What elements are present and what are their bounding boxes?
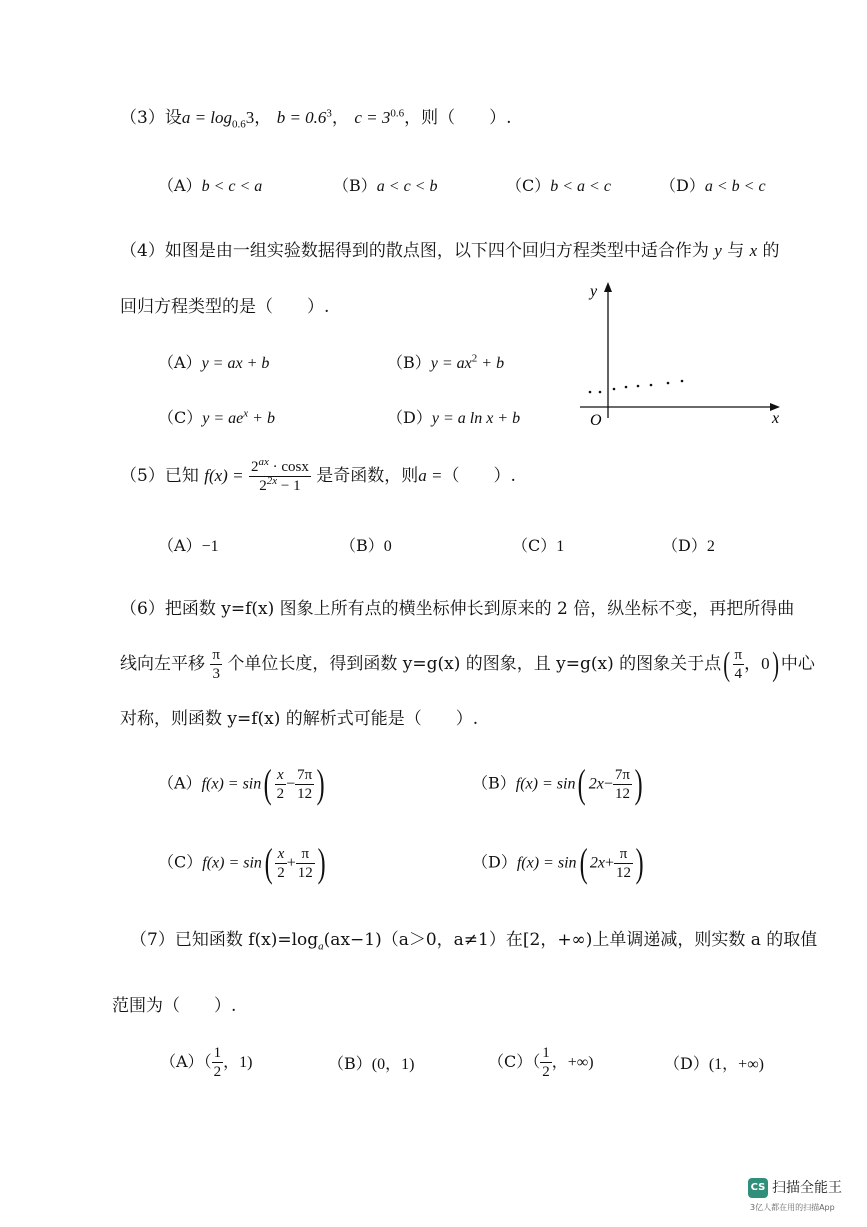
q4-option-b[interactable]: $(B)y = ax^2 + b$ [387, 352, 505, 372]
q5-option-c[interactable]: （C）1 [512, 536, 565, 555]
q5-fraction: $\frac{2^{ax} \cdot \cos x}{2^{2x} - 1}$ [250, 456, 309, 494]
scanner-watermark [748, 1176, 856, 1220]
q7-stem-line1: （7）已知函数 $f(x)=\log_a(ax-1)(a>0$，a≠1）在[2，+∞)上单调递减，则实数 a 的取值 [130, 930, 818, 953]
y-axis-label: y [590, 283, 598, 300]
q4-option-d[interactable]: （D）y = a ln x + b [387, 408, 521, 427]
scatter-point [637, 385, 640, 388]
q5-option-d[interactable]: （D）2 [662, 536, 715, 555]
q7-option-b[interactable]: （B）(0，1) [328, 1054, 415, 1073]
q7-option-d[interactable]: （D）(1，+∞) [664, 1054, 764, 1073]
camscanner-logo-icon: CS [748, 1178, 768, 1198]
q4-stem-line1: （4）如图是由一组实验数据得到的散点图，以下四个回归方程类型中适合作为 y 与 x 的 [120, 241, 780, 261]
watermark-name: 扫描全能王 [772, 1180, 842, 1196]
q7-option-a[interactable]: （A）（ $\frac{1}{2}$ ，1) [160, 1045, 253, 1080]
q6-stem-line1: （6）把函数 y=f(x) 图象上所有点的横坐标伸长到原来的 2 倍，纵坐标不变，再把所得曲 [120, 599, 795, 619]
q5-option-b[interactable]: （B）0 [340, 536, 392, 555]
q7-option-c[interactable]: （C）（ $\frac{1}{2}$ ，+∞) [488, 1045, 594, 1080]
q3-option-b[interactable]: （B）a < c < b [333, 176, 438, 195]
q6-option-c[interactable]: （C）f(x) = sin( $\frac{x}{2}$ + $\frac{\pi}{12}$ ) [158, 840, 326, 885]
scatter-point [625, 386, 628, 389]
q3-option-d[interactable]: （D）a < b < c [660, 176, 766, 195]
q6-stem-line3: 对称，则函数 y=f(x) 的解析式可能是（ ）. [120, 709, 479, 729]
q3-option-a[interactable]: （A）b < c < a [158, 176, 263, 195]
q4-option-a[interactable]: （A）y = ax + b [158, 353, 270, 372]
q5-option-a[interactable]: （A）−1 [158, 536, 219, 555]
scatter-point [599, 391, 602, 394]
q6-option-a[interactable]: （A）f(x) = sin( $\frac{x}{2}$ − $\frac{7\pi}{12}$ ) [158, 761, 325, 806]
y-axis-arrow [604, 282, 612, 292]
q6-option-b[interactable]: （B）f(x) = sin( 2x− $\frac{7\pi}{12}$ ) [472, 761, 643, 806]
q4-stem-line2: 回归方程类型的是（ ）. [120, 297, 330, 317]
scatter-plot [574, 278, 789, 428]
q3-stem: （3）设$a = \log_{0.6}3$， $b = 0.6^3$， $c = 3^{0.6}$，则（ ）. [120, 107, 512, 131]
scatter-point [650, 384, 653, 387]
scatter-point [589, 391, 592, 394]
scatter-point [613, 388, 616, 391]
watermark-tagline: 3亿人都在用的扫描App [750, 1203, 835, 1212]
q5-stem: （5）已知 f(x) = $\frac{2^{ax} \cdot \cos x}{2^{2x} - 1}$ 是奇函数，则a =（ ）. [120, 456, 516, 494]
scatter-point [667, 382, 670, 385]
x-axis-label: x [772, 410, 780, 427]
q4-option-c[interactable]: $(C)y = ae^x + b$ [158, 407, 275, 427]
origin-label: O [590, 412, 602, 428]
q6-stem-line2: 线向左平移 $\frac{\pi}{3}$ 个单位长度，得到函数 y=g(x) 的图象，且 y=g(x) 的图象关于点( $\frac{\pi}{4}$ ，0) 中心 [120, 645, 815, 683]
q3-option-c[interactable]: （C）b < a < c [506, 176, 611, 195]
scatter-point [681, 380, 684, 383]
q7-stem-line2: 范围为（ ）. [112, 996, 237, 1016]
q6-option-d[interactable]: （D）f(x) = sin( 2x+ $\frac{\pi}{12}$ ) [472, 840, 644, 885]
